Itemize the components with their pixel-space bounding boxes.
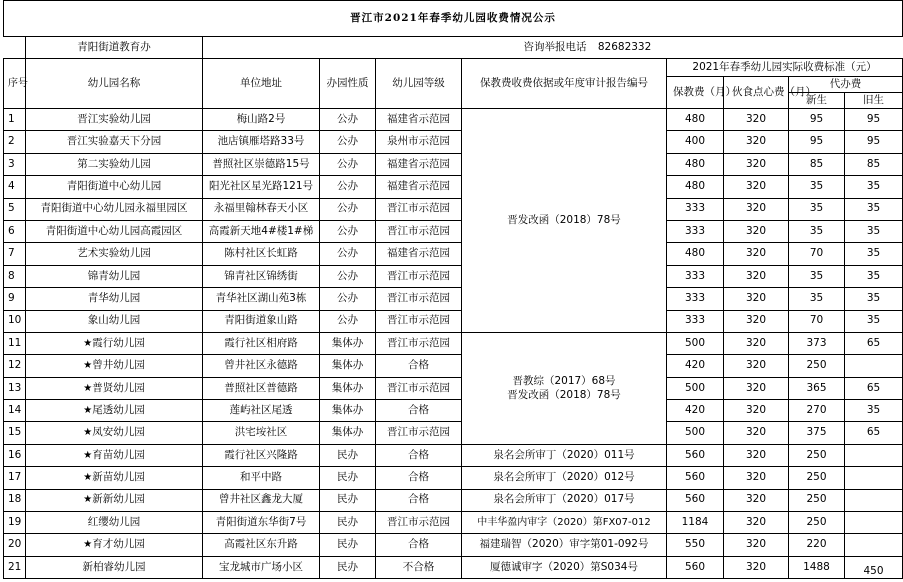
agency-old-cell: 35 (845, 220, 903, 242)
level-cell: 福建省示范园 (376, 176, 462, 198)
address-cell: 普照社区普德路 (203, 377, 320, 399)
kindergarten-name (26, 534, 203, 556)
meal-cell: 320 (724, 467, 789, 489)
tuition-cell: 333 (667, 265, 724, 287)
row-number: 18 (4, 489, 26, 511)
table-row (4, 377, 903, 399)
meal-cell: 320 (724, 489, 789, 511)
address-cell: 和平中路 (203, 467, 320, 489)
level-cell: 合格 (376, 467, 462, 489)
basis-cell: 泉名会所审丁（2020）017号 (462, 489, 667, 511)
nature-cell: 集体办 (320, 400, 376, 422)
kindergarten-name (26, 512, 203, 534)
address-cell: 曾井社区鑫龙大厦 (203, 489, 320, 511)
tuition-cell: 333 (667, 310, 724, 332)
row-number: 14 (4, 400, 26, 422)
agency-old-cell: 35 (845, 310, 903, 332)
tuition-cell: 500 (667, 332, 724, 354)
agency-old-cell: 35 (845, 288, 903, 310)
nature-cell: 公办 (320, 310, 376, 332)
table-row (4, 512, 903, 534)
agency-old-cell: 65 (845, 377, 903, 399)
level-cell: 晋江市示范园 (376, 332, 462, 354)
meal-cell: 320 (724, 220, 789, 242)
kindergarten-name-text: 锦青幼儿园 (87, 269, 141, 282)
star-icon: ★ (83, 382, 93, 394)
tuition-cell: 480 (667, 109, 724, 131)
agency-new-cell: 220 (789, 534, 845, 556)
kindergarten-name (26, 355, 203, 377)
address-cell: 霞行社区兴隆路 (203, 444, 320, 466)
address-cell: 锦青社区锦绣街 (203, 265, 320, 287)
table-row (4, 109, 903, 131)
row-number: 12 (4, 355, 26, 377)
tuition-cell: 550 (667, 534, 724, 556)
row-number: 10 (4, 310, 26, 332)
agency-old-cell: 35 (845, 400, 903, 422)
row-number: 7 (4, 243, 26, 265)
level-cell: 福建省示范园 (376, 153, 462, 175)
tuition-cell: 500 (667, 377, 724, 399)
tuition-cell: 500 (667, 422, 724, 444)
tuition-cell: 480 (667, 176, 724, 198)
agency-new-cell: 373 (789, 332, 845, 354)
address-cell: 曾井社区永德路 (203, 355, 320, 377)
basis-cell: 晋发改函（2018）78号 (462, 109, 667, 333)
kindergarten-name-text: 新柏睿幼儿园 (82, 560, 146, 573)
table-row (4, 444, 903, 466)
kindergarten-name (26, 377, 203, 399)
level-cell: 晋江市示范园 (376, 377, 462, 399)
col-header-agency: 代办费 (789, 77, 903, 93)
nature-cell: 公办 (320, 176, 376, 198)
tuition-cell: 560 (667, 467, 724, 489)
level-cell: 晋江市示范园 (376, 198, 462, 220)
address-cell: 陈村社区长虹路 (203, 243, 320, 265)
agency-new-cell: 95 (789, 109, 845, 131)
phone-line (462, 37, 789, 59)
star-icon: ★ (83, 494, 93, 506)
row-number: 17 (4, 467, 26, 489)
table-row (4, 198, 903, 220)
row-number: 19 (4, 512, 26, 534)
table-row (4, 534, 903, 556)
row-number: 20 (4, 534, 26, 556)
kindergarten-name-text: 育才幼儿园 (92, 538, 145, 551)
address-cell: 普照社区崇德路15号 (203, 153, 320, 175)
col-header-meal: 伙食点心费（月） (724, 77, 789, 109)
tuition-cell: 560 (667, 489, 724, 511)
row-number: 2 (4, 131, 26, 153)
col-header-basis: 保教费收费依据或年度审计报告编号 (462, 59, 667, 109)
kindergarten-name (26, 153, 203, 175)
kindergarten-name (26, 556, 203, 578)
meal-cell: 320 (724, 198, 789, 220)
agency-new-cell: 250 (789, 467, 845, 489)
agency-new-cell: 250 (789, 489, 845, 511)
kindergarten-name (26, 131, 203, 153)
level-cell: 晋江市示范园 (376, 220, 462, 242)
level-cell: 合格 (376, 444, 462, 466)
star-icon: ★ (83, 427, 93, 439)
meal-cell: 320 (724, 332, 789, 354)
tuition-cell: 560 (667, 444, 724, 466)
kindergarten-name (26, 243, 203, 265)
table-row (4, 153, 903, 175)
meal-cell: 320 (724, 422, 789, 444)
agency-new-cell: 35 (789, 288, 845, 310)
phone-label: 咨询举报电话 (523, 40, 587, 53)
kindergarten-name (26, 489, 203, 511)
kindergarten-name (26, 467, 203, 489)
agency-new-cell: 250 (789, 512, 845, 534)
basis-cell: 厦德诚审字（2020）第S034号 (462, 556, 667, 578)
agency-old-cell: 450 (845, 556, 903, 578)
kindergarten-name-text: 青阳街道中心幼儿园永福里园区 (40, 202, 188, 215)
meal-cell: 320 (724, 153, 789, 175)
col-header-address: 单位地址 (203, 59, 320, 109)
agency-old-cell: 35 (845, 198, 903, 220)
level-cell: 晋江市示范园 (376, 288, 462, 310)
star-icon: ★ (83, 449, 93, 461)
agency-new-cell: 35 (789, 176, 845, 198)
table-row (4, 288, 903, 310)
kindergarten-name (26, 310, 203, 332)
table-row (4, 332, 903, 354)
table-row (4, 556, 903, 578)
unit-label: 青阳街道教育办 (26, 37, 203, 59)
level-cell: 合格 (376, 355, 462, 377)
star-icon: ★ (83, 360, 93, 372)
table-row (4, 422, 903, 444)
kindergarten-name-text: 晋江实验幼儿园 (77, 112, 151, 125)
table-row (4, 355, 903, 377)
address-cell: 洪宅垵社区 (203, 422, 320, 444)
meal-cell: 320 (724, 512, 789, 534)
kindergarten-name (26, 422, 203, 444)
meal-cell: 320 (724, 109, 789, 131)
kindergarten-name (26, 176, 203, 198)
tuition-cell: 420 (667, 355, 724, 377)
nature-cell: 民办 (320, 489, 376, 511)
nature-cell: 公办 (320, 243, 376, 265)
address-cell: 青阳街道象山路 (203, 310, 320, 332)
kindergarten-name-text: 霞行幼儿园 (92, 336, 145, 349)
agency-old-cell: 65 (845, 332, 903, 354)
meal-cell: 320 (724, 556, 789, 578)
basis-line: 晋发改函（2018）78号 (507, 389, 621, 402)
col-header-name: 幼儿园名称 (26, 59, 203, 109)
kindergarten-name-text: 凤安幼儿园 (92, 426, 145, 439)
agency-new-cell: 365 (789, 377, 845, 399)
agency-new-cell: 70 (789, 243, 845, 265)
row-number: 11 (4, 332, 26, 354)
star-icon: ★ (83, 337, 93, 349)
level-cell: 晋江市示范园 (376, 512, 462, 534)
level-cell: 晋江市示范园 (376, 422, 462, 444)
address-cell: 池店镇雁塔路33号 (203, 131, 320, 153)
level-cell: 合格 (376, 489, 462, 511)
agency-new-cell: 70 (789, 310, 845, 332)
col-header-tuition: 保教费（月） (667, 77, 724, 109)
row-number: 16 (4, 444, 26, 466)
basis-cell: 泉名会所审丁（2020）012号 (462, 467, 667, 489)
tuition-cell: 1184 (667, 512, 724, 534)
row-number: 15 (4, 422, 26, 444)
agency-new-cell: 1488 (789, 556, 845, 578)
kindergarten-name-text: 新苗幼儿园 (92, 471, 145, 484)
basis-cell: 泉名会所审丁（2020）011号 (462, 444, 667, 466)
address-cell: 阳光社区星光路121号 (203, 176, 320, 198)
level-cell: 福建省示范园 (376, 243, 462, 265)
agency-new-cell: 250 (789, 444, 845, 466)
nature-cell: 民办 (320, 512, 376, 534)
col-header-no: 序号 (4, 59, 26, 109)
nature-cell: 集体办 (320, 422, 376, 444)
meal-cell: 320 (724, 377, 789, 399)
kindergarten-name (26, 400, 203, 422)
table-row (4, 131, 903, 153)
kindergarten-name (26, 332, 203, 354)
kindergarten-name-text: 艺术实验幼儿园 (77, 247, 151, 260)
basis-line: 晋教综（2017）68号 (512, 375, 616, 388)
tuition-cell: 333 (667, 198, 724, 220)
meal-cell: 320 (724, 265, 789, 287)
row-number: 3 (4, 153, 26, 175)
nature-cell: 民办 (320, 534, 376, 556)
kindergarten-name-text: 普贤幼儿园 (92, 381, 145, 394)
table-row (4, 400, 903, 422)
meal-cell: 320 (724, 310, 789, 332)
agency-new-cell: 270 (789, 400, 845, 422)
row-number: 13 (4, 377, 26, 399)
tuition-cell: 480 (667, 153, 724, 175)
nature-cell: 公办 (320, 198, 376, 220)
address-cell: 永福里翰林春天小区 (203, 198, 320, 220)
col-header-old: 旧生 (845, 93, 903, 109)
fee-table (3, 0, 903, 579)
kindergarten-name (26, 265, 203, 287)
kindergarten-name-text: 新新幼儿园 (92, 493, 145, 506)
tuition-cell: 333 (667, 220, 724, 242)
agency-old-cell (845, 534, 903, 556)
col-header-level: 幼儿园等级 (376, 59, 462, 109)
kindergarten-name-text: 青华幼儿园 (87, 291, 141, 304)
agency-old-cell: 35 (845, 265, 903, 287)
kindergarten-name-text: 晋江实验嘉天下分园 (66, 135, 162, 148)
level-cell: 不合格 (376, 556, 462, 578)
address-cell: 青华社区湖山苑3栋 (203, 288, 320, 310)
agency-old-cell: 95 (845, 109, 903, 131)
kindergarten-name (26, 444, 203, 466)
table-row (4, 265, 903, 287)
kindergarten-name (26, 288, 203, 310)
address-cell: 梅山路2号 (203, 109, 320, 131)
agency-old-cell: 65 (845, 422, 903, 444)
agency-new-cell: 35 (789, 198, 845, 220)
basis-cell (462, 332, 667, 444)
kindergarten-name (26, 109, 203, 131)
table-row (4, 176, 903, 198)
meal-cell: 320 (724, 534, 789, 556)
agency-old-cell (845, 355, 903, 377)
nature-cell: 民办 (320, 556, 376, 578)
phone-number: 82682332 (597, 40, 652, 53)
tuition-cell: 420 (667, 400, 724, 422)
meal-cell: 320 (724, 243, 789, 265)
kindergarten-name-text: 象山幼儿园 (87, 314, 141, 327)
nature-cell: 集体办 (320, 377, 376, 399)
nature-cell: 公办 (320, 288, 376, 310)
meal-cell: 320 (724, 444, 789, 466)
meal-cell: 320 (724, 131, 789, 153)
table-row (4, 220, 903, 242)
meal-cell: 320 (724, 288, 789, 310)
agency-new-cell: 250 (789, 355, 845, 377)
kindergarten-name-text: 青阳街道中心幼儿园高霞园区 (45, 224, 183, 237)
agency-old-cell: 95 (845, 131, 903, 153)
agency-new-cell: 375 (789, 422, 845, 444)
row-number: 6 (4, 220, 26, 242)
level-cell: 合格 (376, 534, 462, 556)
nature-cell: 民办 (320, 467, 376, 489)
page-title: 晋江市2021年春季幼儿园收费情况公示 (4, 1, 903, 37)
agency-new-cell: 85 (789, 153, 845, 175)
nature-cell: 公办 (320, 131, 376, 153)
agency-old-cell (845, 467, 903, 489)
star-icon: ★ (83, 472, 93, 484)
address-cell: 莲屿社区尾透 (203, 400, 320, 422)
col-header-fee-group: 2021年春季幼儿园实际收费标准（元） (667, 59, 903, 77)
tuition-cell: 400 (667, 131, 724, 153)
level-cell: 合格 (376, 400, 462, 422)
agency-new-cell: 35 (789, 220, 845, 242)
row-number: 8 (4, 265, 26, 287)
kindergarten-name-text: 红缨幼儿园 (87, 515, 141, 528)
kindergarten-name (26, 198, 203, 220)
address-cell: 青阳街道东华街7号 (203, 512, 320, 534)
address-cell: 高霞社区东升路 (203, 534, 320, 556)
level-cell: 泉州市示范园 (376, 131, 462, 153)
nature-cell: 民办 (320, 444, 376, 466)
table-row (4, 467, 903, 489)
agency-old-cell: 85 (845, 153, 903, 175)
address-cell: 高霞新天地4#楼1#梯 (203, 220, 320, 242)
row-number: 4 (4, 176, 26, 198)
tuition-cell: 333 (667, 288, 724, 310)
kindergarten-name-text: 尾透幼儿园 (92, 403, 145, 416)
kindergarten-name-text: 第二实验幼儿园 (77, 157, 151, 170)
kindergarten-name-text: 青阳街道中心幼儿园 (66, 179, 162, 192)
row-number: 5 (4, 198, 26, 220)
basis-cell: 福建瑞智（2020）审字第01-092号 (462, 534, 667, 556)
row-number: 21 (4, 556, 26, 578)
nature-cell: 集体办 (320, 332, 376, 354)
address-cell: 霞行社区相府路 (203, 332, 320, 354)
row-number: 1 (4, 109, 26, 131)
level-cell: 晋江市示范园 (376, 265, 462, 287)
agency-old-cell (845, 512, 903, 534)
agency-new-cell: 95 (789, 131, 845, 153)
nature-cell: 公办 (320, 153, 376, 175)
kindergarten-name-text: 曾井幼儿园 (92, 359, 145, 372)
table-row (4, 243, 903, 265)
level-cell: 福建省示范园 (376, 109, 462, 131)
col-header-new: 新生 (789, 93, 845, 109)
meal-cell: 320 (724, 176, 789, 198)
star-icon: ★ (83, 404, 93, 416)
agency-new-cell: 35 (789, 265, 845, 287)
nature-cell: 公办 (320, 265, 376, 287)
table-row (4, 489, 903, 511)
agency-old-cell (845, 489, 903, 511)
star-icon: ★ (83, 539, 93, 551)
meal-cell: 320 (724, 400, 789, 422)
address-cell: 宝龙城市广场小区 (203, 556, 320, 578)
nature-cell: 公办 (320, 109, 376, 131)
meal-cell: 320 (724, 355, 789, 377)
level-cell: 晋江市示范园 (376, 310, 462, 332)
nature-cell: 公办 (320, 220, 376, 242)
tuition-cell: 480 (667, 243, 724, 265)
tuition-cell: 560 (667, 556, 724, 578)
col-header-nature: 办园性质 (320, 59, 376, 109)
agency-old-cell: 35 (845, 243, 903, 265)
kindergarten-name (26, 220, 203, 242)
table-row (4, 310, 903, 332)
agency-old-cell: 35 (845, 176, 903, 198)
row-number: 9 (4, 288, 26, 310)
kindergarten-name-text: 育苗幼儿园 (92, 448, 145, 461)
basis-cell: 中丰华盈内审字（2020）第FX07-012 (462, 512, 667, 534)
agency-old-cell (845, 444, 903, 466)
nature-cell: 集体办 (320, 355, 376, 377)
